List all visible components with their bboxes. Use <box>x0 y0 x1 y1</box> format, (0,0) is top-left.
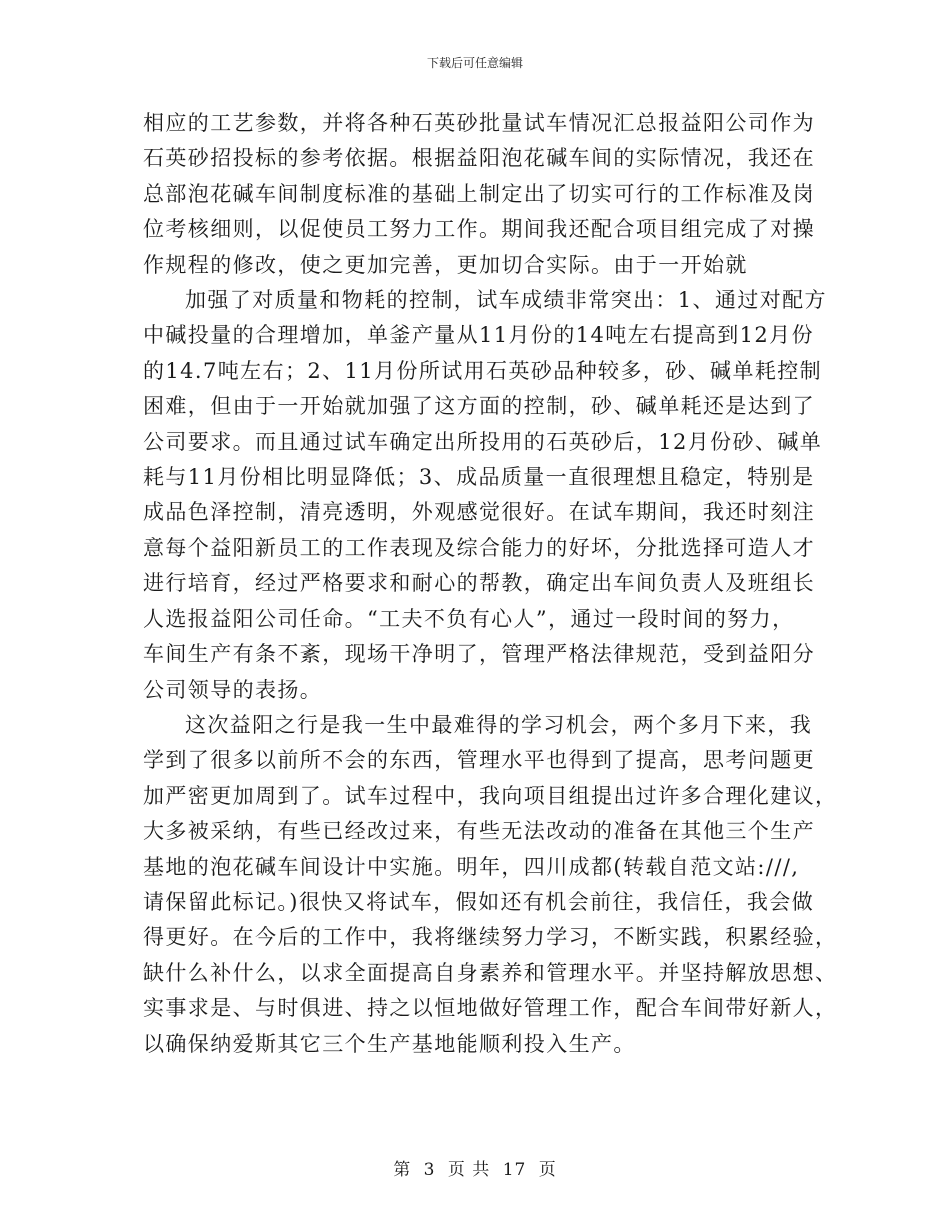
text-line: 公司要求。而且通过试车确定出所投用的石英砂后，12月份砂、碱单 <box>143 429 823 454</box>
text-line: 相应的工艺参数，并将各种石英砂批量试车情况汇总报益阳公司作为 <box>143 111 815 135</box>
text-line: 意每个益阳新员工的工作表现及综合能力的好坏，分批选择可造人才 <box>143 535 815 560</box>
text-line: 的14.7吨左右；2、11月份所试用石英砂品种较多，砂、碱单耗控制 <box>143 358 823 383</box>
body-text <box>143 106 838 1062</box>
text-line: 耗与11月份相比明显降低；3、成品质量一直很理想且稳定，特别是 <box>143 465 815 490</box>
page-number-prefix: 第 <box>393 1160 412 1180</box>
text-line: 进行培育，经过严格要求和耐心的帮教，确定出车间负责人及班组长 <box>143 571 815 596</box>
page-header: 下载后可任意编辑 <box>426 56 523 70</box>
text-line: 加严密更加周到了。试车过程中，我向项目组提出过许多合理化建议， <box>143 783 838 808</box>
text-line: 困难，但由于一开始就加强了这方面的控制，砂、碱单耗还是达到了 <box>143 394 815 419</box>
text-line: 总部泡花碱车间制度标准的基础上制定出了切实可行的工作标准及岗 <box>143 181 815 206</box>
text-line: 缺什么补什么，以求全面提高自身素养和管理水平。并坚持解放思想、 <box>143 960 838 985</box>
text-line: 基地的泡花碱车间设计中实施。明年，四川成都(转载自范文站:///, <box>143 854 800 879</box>
text-line: 学到了很多以前所不会的东西，管理水平也得到了提高，思考问题更 <box>143 748 815 773</box>
text-line: 公司领导的表扬。 <box>143 677 323 702</box>
text-line: 以确保纳爱斯其它三个生产基地能顺利投入生产。 <box>143 1031 636 1056</box>
current-page-number: 3 <box>423 1160 436 1180</box>
total-page-count: 17 <box>502 1160 527 1180</box>
text-line: 人选报益阳公司任命。“工夫不负有心人”，通过一段时间的努力， <box>143 606 795 631</box>
text-line: 这次益阳之行是我一生中最难得的学习机会，两个多月下来，我 <box>185 712 813 737</box>
paragraph-1 <box>143 106 823 283</box>
text-line: 作规程的修改，使之更加完善，更加切合实际。由于一开始就 <box>143 252 748 277</box>
page-footer <box>0 1155 950 1180</box>
text-line: 实事求是、与时俱进、持之以恒地做好管理工作，配合车间带好新人， <box>143 996 838 1021</box>
text-line: 成品色泽控制，清亮透明，外观感觉很好。在试车期间，我还时刻注 <box>143 500 815 525</box>
page-number-suffix: 页 <box>538 1160 557 1180</box>
page-number-middle: 页 共 <box>447 1160 491 1180</box>
text-line: 加强了对质量和物耗的控制，试车成绩非常突出：1、通过对配方 <box>185 288 827 313</box>
text-line: 石英砂招投标的参考依据。根据益阳泡花碱车间的实际情况，我还在 <box>143 146 815 171</box>
paragraph-3 <box>143 708 838 1062</box>
text-line: 得更好。在今后的工作中，我将继续努力学习，不断实践，积累经验， <box>143 925 838 950</box>
paragraph-2 <box>143 283 827 708</box>
text-line: 大多被采纳，有些已经改过来，有些无法改动的准备在其他三个生产 <box>143 819 815 844</box>
text-line: 中碱投量的合理增加，单釜产量从11月份的14吨左右提高到12月份 <box>143 323 814 348</box>
text-line: 位考核细则，以促使员工努力工作。期间我还配合项目组完成了对操 <box>143 217 815 242</box>
text-line: 请保留此标记。)很快又将试车，假如还有机会前往，我信任，我会做 <box>143 889 815 914</box>
text-line: 车间生产有条不紊，现场干净明了，管理严格法律规范，受到益阳分 <box>143 642 815 667</box>
